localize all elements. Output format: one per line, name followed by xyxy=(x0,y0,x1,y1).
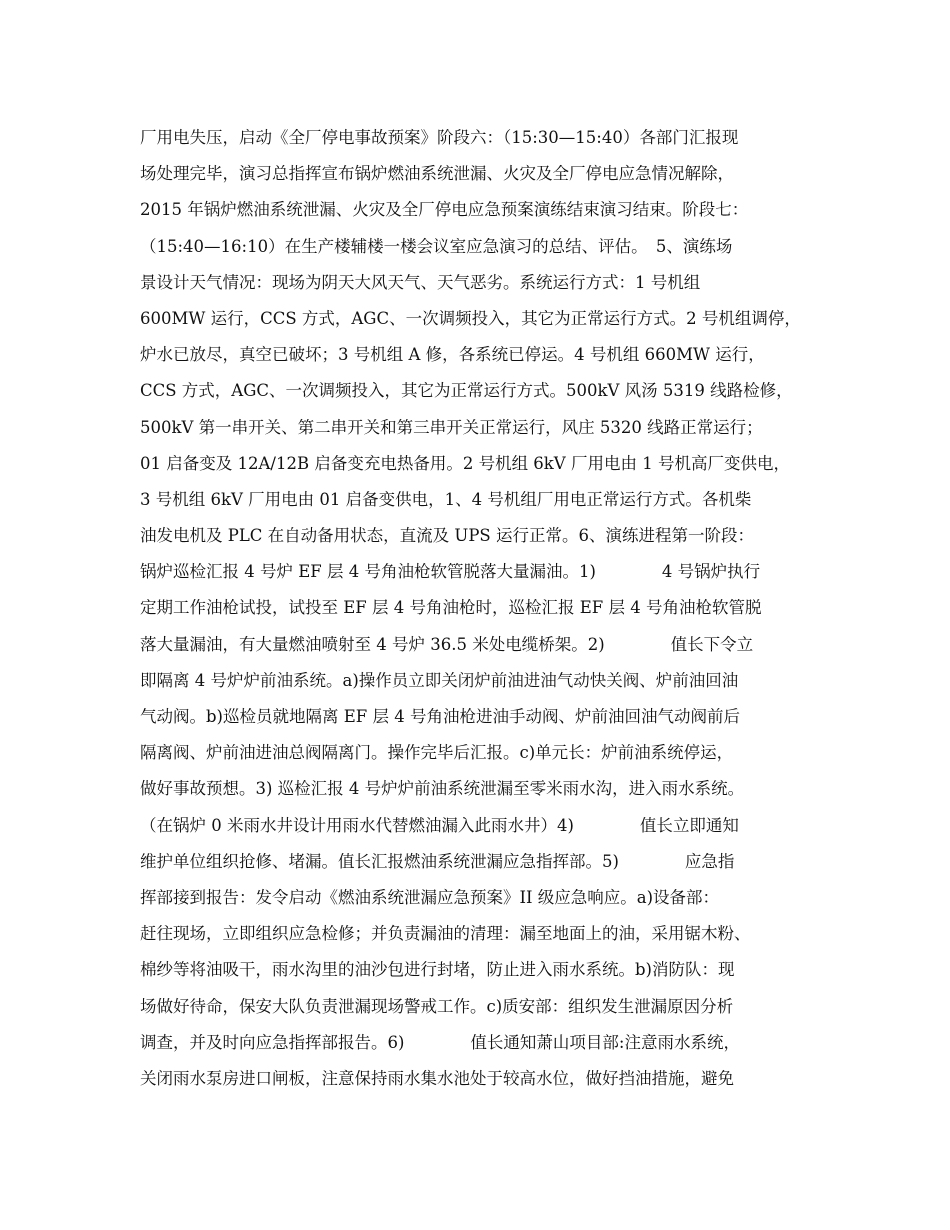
text-line-17: 气动阀。b)巡检员就地隔离 EF 层 4 号角油枪进油手动阀、炉前油回油气动阀前后 xyxy=(140,707,740,726)
text-line-14: 定期工作油枪试投，试投至 EF 层 4 号角油枪时，巡检汇报 EF 层 4 号角油枪软管脱 xyxy=(140,598,762,618)
text-line-15: 落大量漏油，有大量燃油喷射至 4 号炉 36.5 米处电缆桥架。2) 值长下令立 xyxy=(140,634,754,654)
text-line-20: （在锅炉 0 米雨水井设计用雨水代替燃油漏入此雨水井）4) 值长立即通知 xyxy=(140,815,739,835)
text-line-6: 600MW 运行，CCS 方式，AGC、一次调频投入，其它为正常运行方式。2 号机组调停， xyxy=(140,308,801,328)
text-line-11: 3 号机组 6kV 厂用电由 01 启备变供电，1、4 号机组厂用电正常运行方式。各机柴 xyxy=(140,489,752,509)
text-line-10: 01 启备变及 12A/12B 启备变充电热备用。2 号机组 6kV 厂用电由 1 号机高厂变供电， xyxy=(140,453,790,473)
text-line-8: CCS 方式，AGC、一次调频投入，其它为正常运行方式。500kV 风汤 5319 线路检修， xyxy=(140,381,793,401)
text-line-26: 调查，并及时向应急指挥部报告。6) 值长通知萧山项目部:注意雨水系统， xyxy=(140,1032,740,1052)
text-line-27: 关闭雨水泵房进口闸板，注意保持雨水集水池处于较高水位，做好挡油措施，避免 xyxy=(140,1068,734,1088)
text-line-3: 2015 年锅炉燃油系统泄漏、火灾及全厂停电应急预案演练结束演习结束。阶段七： xyxy=(140,200,749,220)
text-line-22: 挥部接到报告：发令启动《燃油系统泄漏应急预案》II 级应急响应。a)设备部： xyxy=(140,887,720,907)
text-line-1: 厂用电失压，启动《全厂停电事故预案》阶段六：（15:30—15:40）各部门汇报现 xyxy=(140,128,739,147)
text-line-16: 即隔离 4 号炉炉前油系统。a)操作员立即关闭炉前油进油气动快关阀、炉前油回油 xyxy=(140,670,739,690)
text-line-23: 赶往现场，立即组织应急检修；并负责漏油的清理：漏至地面上的油，采用锯木粉、 xyxy=(140,924,751,944)
text-line-21: 维护单位组织抢修、堵漏。值长汇报燃油系统泄漏应急指挥部。5) 应急指 xyxy=(140,851,735,871)
text-line-18: 隔离阀、炉前油进油总阀隔离门。操作完毕后汇报。c)单元长：炉前油系统停运， xyxy=(140,743,734,763)
text-line-24: 棉纱等将油吸干，雨水沟里的油沙包进行封堵，防止进入雨水系统。b)消防队：现 xyxy=(140,960,735,980)
text-line-9: 500kV 第一串开关、第二串开关和第三串开关正常运行，风庄 5320 线路正常运行； xyxy=(140,417,763,437)
text-line-4: （15:40—16:10）在生产楼辅楼一楼会议室应急演习的总结、评估。 5、演练场 xyxy=(140,236,733,256)
text-line-12: 油发电机及 PLC 在自动备用状态，直流及 UPS 运行正常。6、演练进程第一阶段： xyxy=(140,526,754,546)
text-line-5: 景设计天气情况：现场为阴天大风天气、天气恶劣。系统运行方式：1 号机组 xyxy=(140,272,701,292)
text-line-13: 锅炉巡检汇报 4 号炉 EF 层 4 号角油枪软管脱落大量漏油。1) 4 号锅炉执行 xyxy=(140,562,761,582)
text-line-7: 炉水已放尽，真空已破坏；3 号机组 A 修，各系统已停运。4 号机组 660MW 运行， xyxy=(140,345,765,365)
text-line-25: 场做好待命，保安大队负责泄漏现场警戒工作。c)质安部：组织发生泄漏原因分析 xyxy=(140,996,734,1016)
text-line-19: 做好事故预想。3) 巡检汇报 4 号炉炉前油系统泄漏至零米雨水沟，进入雨水系统。 xyxy=(140,779,745,799)
text-line-2: 场处理完毕，演习总指挥宣布锅炉燃油系统泄漏、火灾及全厂停电应急情况解除， xyxy=(140,164,734,184)
body-text xyxy=(140,120,830,1097)
